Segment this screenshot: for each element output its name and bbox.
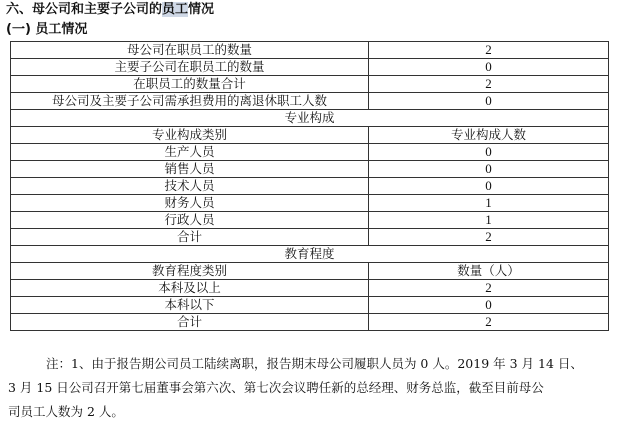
row-label: 行政人员 — [11, 212, 369, 229]
table-row — [11, 178, 609, 195]
row-label: 技术人员 — [11, 178, 369, 195]
table-row — [11, 42, 609, 59]
section-title — [6, 2, 214, 18]
column-header-count: 专业构成人数 — [369, 127, 609, 144]
row-value: 0 — [369, 93, 609, 110]
row-value: 0 — [369, 297, 609, 314]
table-row — [11, 314, 609, 331]
row-value: 2 — [369, 314, 609, 331]
profession-title: 专业构成 — [11, 110, 609, 127]
table-row — [11, 195, 609, 212]
table-row — [11, 297, 609, 314]
row-label: 本科及以上 — [11, 280, 369, 297]
row-label: 销售人员 — [11, 161, 369, 178]
table-row — [11, 93, 609, 110]
table-row — [11, 280, 609, 297]
table-row — [11, 76, 609, 93]
note-line-2: 3 月 15 日公司召开第七届董事会第六次、第七次会议聘任新的总经理、财务总监，截至目前母公 — [8, 380, 544, 395]
row-label: 在职员工的数量合计 — [11, 76, 369, 93]
row-label: 母公司在职员工的数量 — [11, 42, 369, 59]
column-header-category: 教育程度类别 — [11, 263, 369, 280]
table-row — [11, 144, 609, 161]
section-title-prefix: 六、母公司和主要子公司的 — [6, 2, 163, 17]
row-value: 0 — [369, 144, 609, 161]
section-row-profession — [11, 110, 609, 127]
staff-table — [10, 41, 609, 331]
row-label: 母公司及主要子公司需承担费用的离退休职工人数 — [11, 93, 369, 110]
subsection-title: (一) 员工情况 — [6, 22, 88, 37]
row-value: 2 — [369, 280, 609, 297]
section-row-education — [11, 246, 609, 263]
row-value: 0 — [369, 161, 609, 178]
row-value: 2 — [369, 229, 609, 246]
row-value: 0 — [369, 178, 609, 195]
section-title-suffix: 情况 — [188, 2, 215, 17]
education-title: 教育程度 — [11, 246, 609, 263]
header-row-education — [11, 263, 609, 280]
table-row — [11, 59, 609, 76]
header-row-profession — [11, 127, 609, 144]
row-value: 2 — [369, 76, 609, 93]
row-value: 2 — [369, 42, 609, 59]
row-label: 财务人员 — [11, 195, 369, 212]
table-row — [11, 212, 609, 229]
column-header-count: 数量（人） — [369, 263, 609, 280]
table-row — [11, 161, 609, 178]
row-label: 合计 — [11, 314, 369, 331]
row-label: 生产人员 — [11, 144, 369, 161]
row-value: 1 — [369, 195, 609, 212]
row-label: 合计 — [11, 229, 369, 246]
row-label: 主要子公司在职员工的数量 — [11, 59, 369, 76]
row-label: 本科以下 — [11, 297, 369, 314]
table-row — [11, 229, 609, 246]
row-value: 0 — [369, 59, 609, 76]
note-line-3: 司员工人数为 2 人。 — [8, 404, 124, 419]
section-title-highlight: 员工 — [162, 2, 189, 17]
column-header-category: 专业构成类别 — [11, 127, 369, 144]
note-line-1: 注：1、由于报告期公司员工陆续离职，报告期末母公司履职人员为 0 人。2019 年 3 月 14 日、 — [46, 356, 583, 371]
row-value: 1 — [369, 212, 609, 229]
